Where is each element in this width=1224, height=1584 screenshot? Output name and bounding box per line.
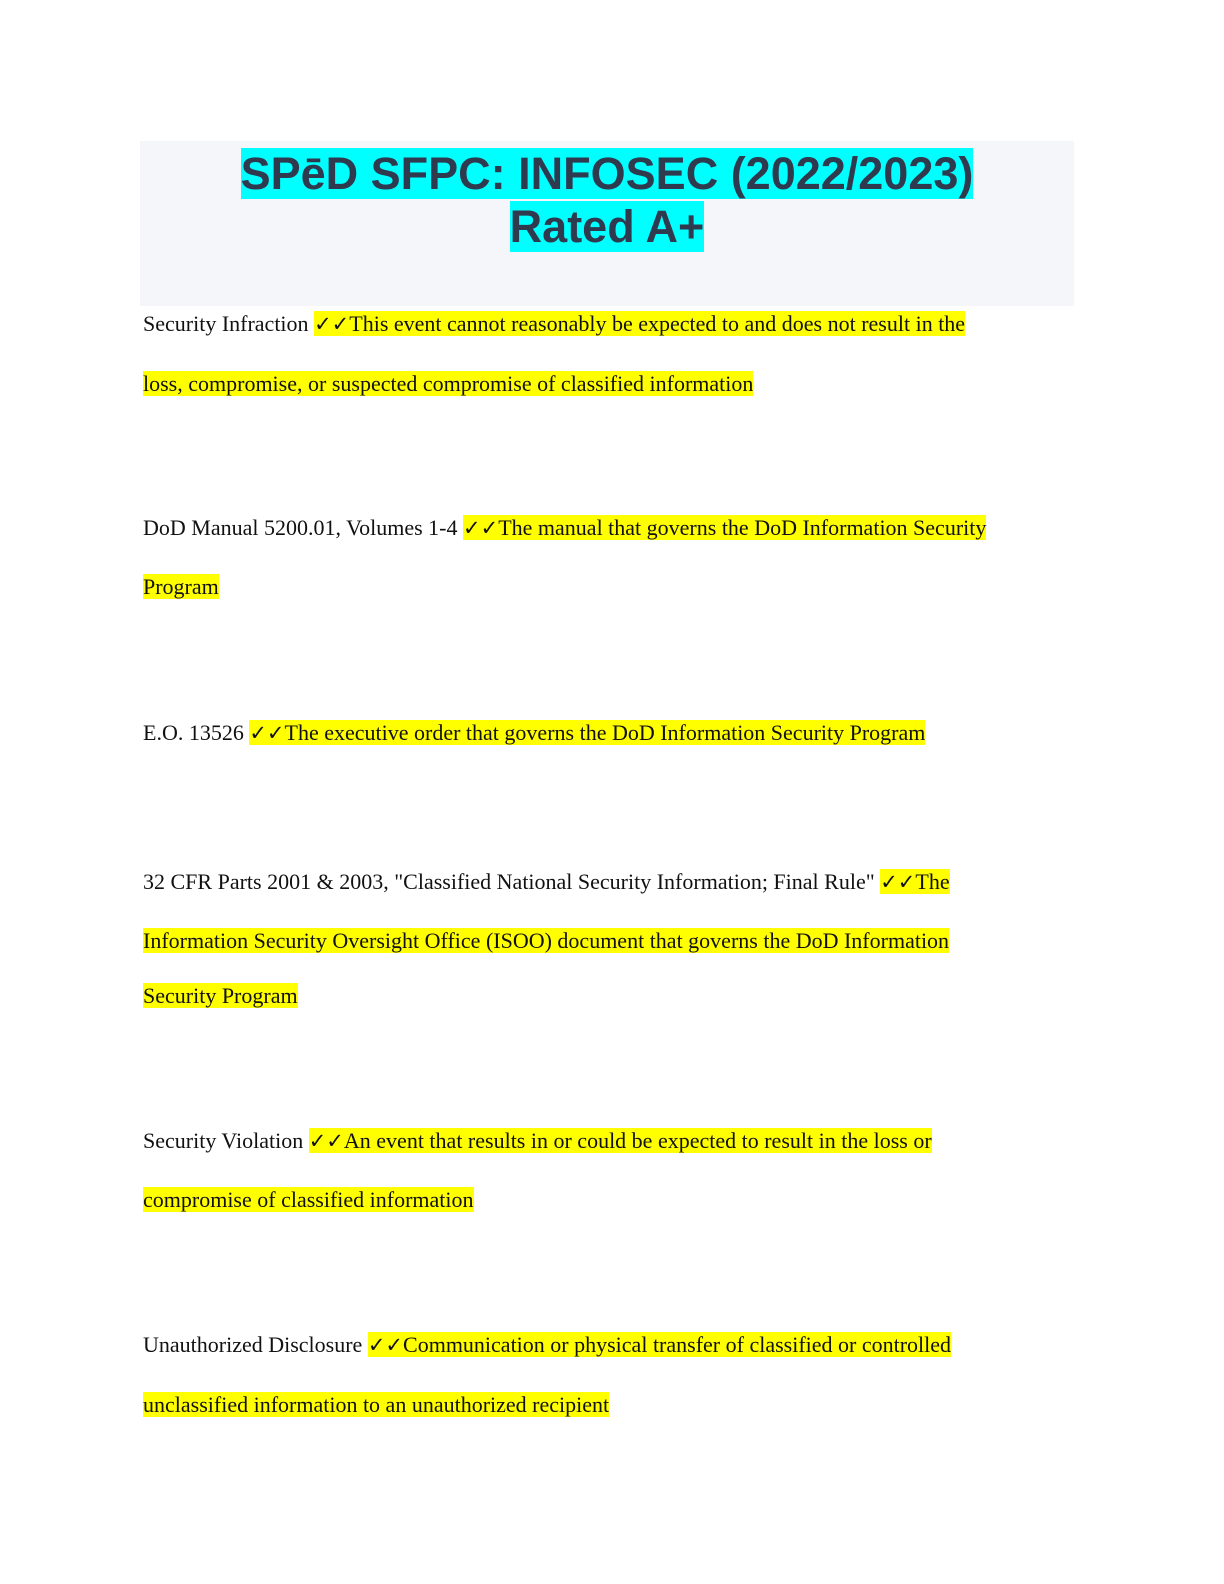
entry-line — [143, 309, 965, 339]
entry-line — [143, 369, 753, 399]
entry-term: Security Violation — [143, 1128, 309, 1153]
double-check-icon: ✓✓ — [367, 1333, 404, 1357]
entry-line — [143, 981, 298, 1011]
entry-definition — [880, 869, 949, 894]
entry-definition — [314, 311, 965, 336]
double-check-icon: ✓✓ — [880, 870, 916, 894]
entry-line — [143, 1185, 474, 1215]
entry-line — [143, 718, 925, 748]
entry-line — [143, 1330, 951, 1360]
double-check-icon: ✓✓ — [308, 1129, 344, 1153]
title-banner — [140, 141, 1074, 306]
definition-text: Security Program — [143, 983, 298, 1008]
entry-term: E.O. 13526 — [143, 720, 250, 745]
title-line-1: SPēD SFPC: INFOSEC (2022/2023) — [240, 148, 974, 199]
entry-line — [143, 1126, 932, 1156]
entry-definition — [463, 515, 986, 540]
double-check-icon: ✓✓ — [249, 721, 285, 745]
entry-definition — [368, 1332, 951, 1357]
entry-term: Unauthorized Disclosure — [143, 1332, 368, 1357]
definition-text: The — [915, 869, 950, 894]
entry-term: Security Infraction — [143, 311, 315, 336]
entry-line — [143, 572, 219, 602]
title-line-2: Rated A+ — [509, 201, 705, 252]
definition-text: loss, compromise, or suspected compromise of classified information — [143, 371, 754, 396]
entry-line — [143, 926, 949, 956]
entry-term: 32 CFR Parts 2001 & 2003, "Classified National Security Information; Final Rule" — [143, 869, 881, 894]
entry-term: DoD Manual 5200.01, Volumes 1-4 — [143, 515, 464, 540]
definition-text: An event that results in or could be expected to result in the loss or — [343, 1128, 932, 1153]
double-check-icon: ✓✓ — [463, 516, 499, 540]
document-title — [140, 147, 1074, 253]
definition-text: Communication or physical transfer of classified or controlled — [403, 1332, 952, 1357]
definition-text: This event cannot reasonably be expected to and does not result in the — [349, 311, 966, 336]
entry-definition — [309, 1128, 932, 1153]
double-check-icon: ✓✓ — [314, 312, 350, 336]
definition-text: Information Security Oversight Office (ISOO) document that governs the DoD Information — [143, 928, 950, 953]
entry-definition — [249, 720, 925, 745]
entry-line — [143, 867, 950, 897]
entry-line — [143, 1390, 609, 1420]
definition-text: Program — [143, 574, 219, 599]
entry-line — [143, 513, 986, 543]
definition-text: unclassified information to an unauthorized recipient — [143, 1392, 610, 1417]
definition-text: The manual that governs the DoD Information Security — [498, 515, 987, 540]
definition-text: compromise of classified information — [143, 1187, 474, 1212]
definition-text: The executive order that governs the DoD Information Security Program — [284, 720, 926, 745]
